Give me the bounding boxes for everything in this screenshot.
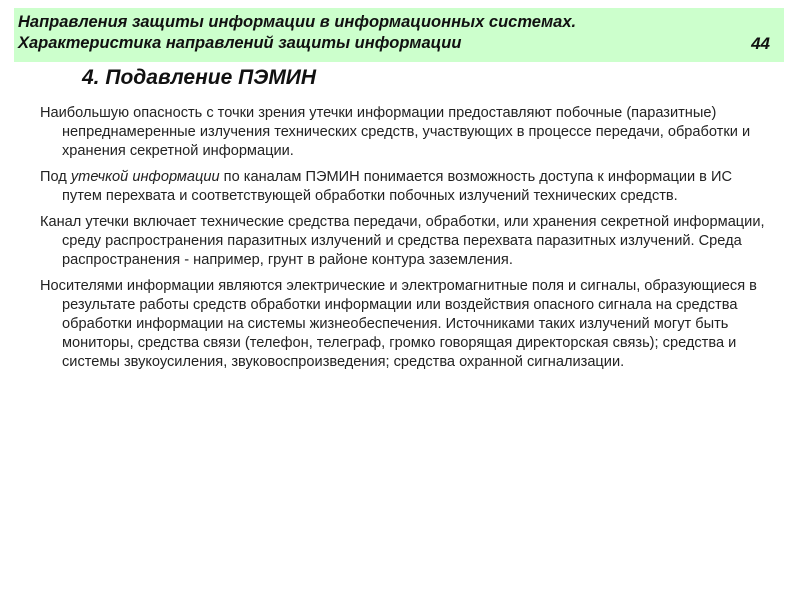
header-title-line1: Направления защиты информации в информационных системах. xyxy=(18,13,577,31)
paragraph-4: Носителями информации являются электрические и электромагнитные поля и сигналы, образующиеся в результате работы средств обработки информации или воздействия опасного сигнала на средства обработки информации на системы жизнеобеспечения. Источниками таких излучений могут быть мониторы, средства связи (телефон, телеграф, громко говорящая директорская связь); средства и системы звукоусиления, звуковоспроизведения; средства охранной сигнализации. xyxy=(40,278,757,370)
page-number: 44 xyxy=(751,34,770,53)
paragraph-3: Канал утечки включает технические средства передачи, обработки, или хранения секретной информации, среду распространения паразитных излучений и средства перехвата паразитных излучений. Среда распространения - например, грунт в районе контура заземления. xyxy=(40,214,765,268)
paragraph-2-emphasis: утечкой информации xyxy=(70,169,220,185)
paragraph-2 xyxy=(40,168,775,206)
header-title-line2: Характеристика направлений защиты информации xyxy=(18,34,462,52)
paragraph-1: Наибольшую опасность с точки зрения утечки информации предоставляют побочные (паразитные) непреднамеренные излучения технических средств, участвующих в процессе передачи, обработки и хранения секретной информации. xyxy=(40,105,751,159)
slide-header xyxy=(14,8,784,62)
paragraph-2-post: по каналам ПЭМИН понимается возможность доступа к информации в ИС путем перехвата и соответствующей обработки побочных излучений технических средств. xyxy=(62,169,733,204)
slide-content xyxy=(40,104,775,379)
slide-title: 4. Подавление ПЭМИН xyxy=(82,66,317,89)
paragraph-2-pre: Под xyxy=(40,169,71,185)
